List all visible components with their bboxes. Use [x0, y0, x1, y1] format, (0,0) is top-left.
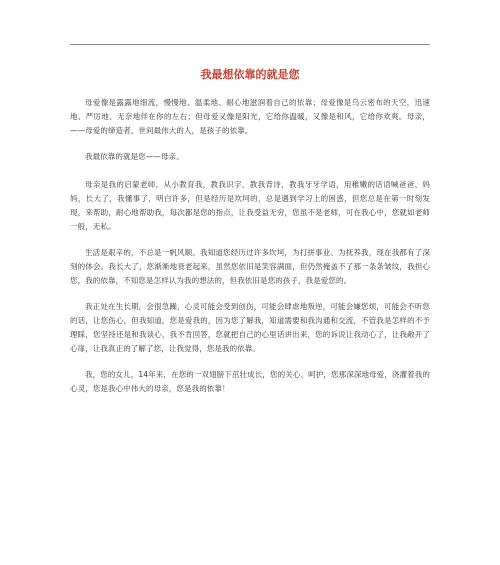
paragraph-1: 母爱像是露露地细流，慢慢地、温柔地、耐心地滋润着自己的依靠；母爱像是乌云密布的天空，迅速地、严厉地、无奈地伴在你的左右；但母爱又像是阳光，它给你温暖，又像是和风，它给你欢爽。母亲，——母爱的缔造者，世间最伟大的人，是孩子的依靠。	[70, 98, 430, 135]
document-title: 我最想依靠的就是您	[200, 68, 300, 81]
paragraph-3: 母亲是我的启蒙老师，从小教育我，教我识字，教我背诗，教我牙牙学语，用稚嫩的话语喊爸爸、妈妈，长大了，我懂事了，明白许多，但是经历是坎坷的，总是遇到学习上的困惑，但您总是在第一时刻发现，来帮助，耐心地帮助我，每次都是您的指点，让我受益无穷，您虽不是老师，可在我心中，您就如老师一般，无私。	[70, 180, 430, 231]
paragraph-5: 我正处在生长期，会很急躁，心灵可能会受到创伤，可能会肆虐地叛逆，可能会嫌您烦，可能会不听您的话，让您伤心，但我知道，您是爱我的，因为您了解我，知道需要和我沟通和交流，不管我是怎样的不予理睬，您坚持还是和我谈心，我不肯回答，您就把自己的心里话讲出来，您的诉说让我动心了，让我敞开了心扉，让我真正的了解了您，让我觉得，您是我的依靠。	[70, 302, 430, 353]
paragraph-6: 我，您的女儿，14年来，在您的一双翅膀下茁壮成长，您的关心、呵护，您那深深地母爱，浇灌着我的心灵，您是我心中伟大的母亲，您是我的依靠！	[70, 370, 430, 393]
header-divider	[70, 44, 430, 45]
paragraph-2: 我最依靠的就是您——母亲。	[85, 152, 184, 161]
document-body	[70, 96, 430, 408]
paragraph-4: 生活是艰辛的，不总是一帆风顺。我知道您经历过许多坎坷，为打拼事业、为抚养我，现在我都有了深刻的体会。我长大了，您渐渐地衰老起来，虽然您依旧是笑容满面，但仍然掩盖不了那一条条皱纹，我担心您，我的依靠，不知您是怎样认为我的想法的，但我依旧是您的孩子，我是爱您的。	[70, 248, 430, 285]
